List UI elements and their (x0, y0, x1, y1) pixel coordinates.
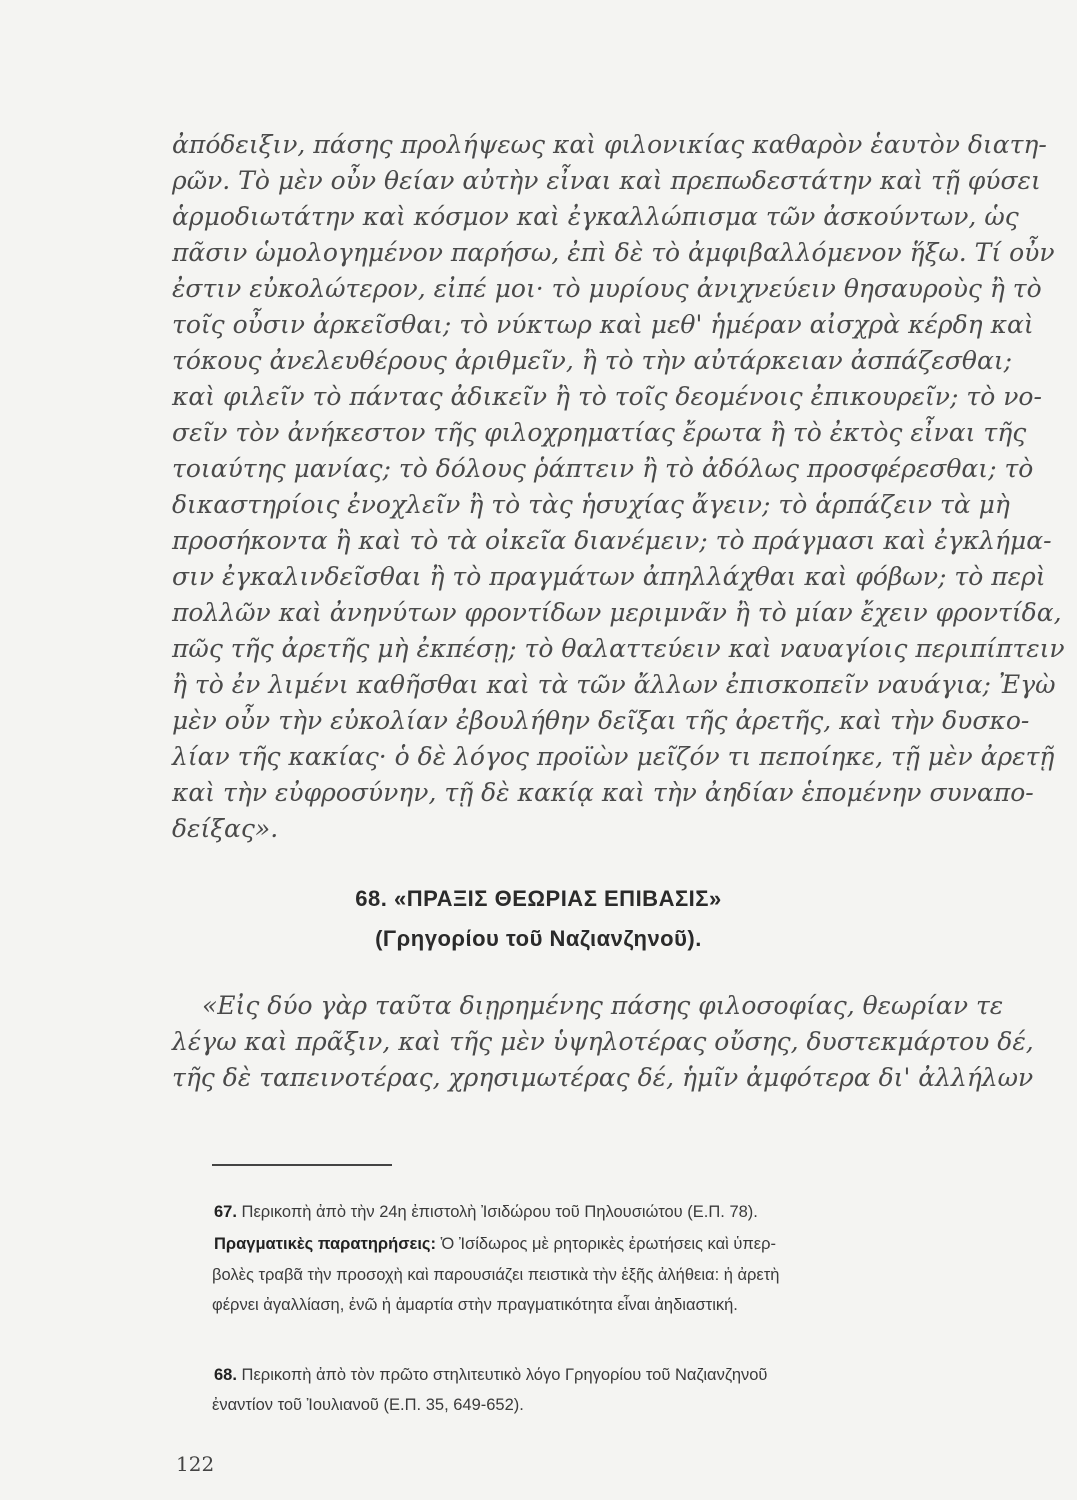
text-line: ἀπόδειξιν, πάσης προλήψεως καὶ φιλονικίας καθαρὸν ἑαυτὸν διατη- (172, 130, 1047, 159)
text-line: ρῶν. Τὸ μὲν οὖν θείαν αὐτὴν εἶναι καὶ πρεπωδεστάτην καὶ τῇ φύσει (172, 166, 1041, 195)
text-line: λίαν τῆς κακίας· ὁ δὲ λόγος προϊὼν μεῖζόν τι πεποίηκε, τῇ μὲν ἀρετῇ (172, 742, 1055, 771)
text-line: προσήκοντα ἢ καὶ τὸ τὰ οἰκεῖα διανέμειν; τὸ πράγμασι καὶ ἐγκλήμα- (172, 526, 1052, 555)
text-line: «Εἰς δύο γὰρ ταῦτα διῃρημένης πάσης φιλοσοφίας, θεωρίαν τε (202, 991, 1004, 1020)
footnote-number: 68. (214, 1366, 237, 1384)
footnote-text: Περικοπὴ ἀπὸ τὴν 24η ἐπιστολὴ Ἰσιδώρου τοῦ Πηλουσιώτου (Ε.Π. 78). (241, 1203, 758, 1221)
text-line: μὲν οὖν τὴν εὐκολίαν ἐβουλήθην δεῖξαι τῆς ἀρετῆς, καὶ τὴν δυσκο- (172, 706, 1030, 735)
footnote-68-line: ἐναντίον τοῦ Ἰουλιανοῦ (Ε.Π. 35, 649-652). (212, 1396, 524, 1414)
section-68-subtitle: (Γρηγορίου τοῦ Ναζιανζηνοῦ). (375, 926, 702, 951)
text-line: πᾶσιν ὡμολογημένον παρήσω, ἐπὶ δὲ τὸ ἀμφιβαλλόμενον ἥξω. Τί οὖν (172, 238, 1055, 267)
remarks-text: Ὁ Ἰσίδωρος μὲ ρητορικὲς ἐρωτήσεις καὶ ὑπερ- (440, 1235, 777, 1253)
text-line: τοῖς οὖσιν ἀρκεῖσθαι; τὸ νύκτωρ καὶ μεθ' ἡμέραν αἰσχρὰ κέρδη καὶ (172, 310, 1034, 339)
remarks-label: Πραγματικὲς παρατηρήσεις: (214, 1235, 437, 1253)
text-line: τῆς δὲ ταπεινοτέρας, χρησιμωτέρας δέ, ἡμῖν ἀμφότερα δι' ἀλλήλων (172, 1063, 1034, 1092)
text-line: σεῖν τὸν ἀνήκεστον τῆς φιλοχρηματίας ἔρωτα ἢ τὸ ἐκτὸς εἶναι τῆς (172, 418, 1027, 447)
text-line: καὶ τὴν εὐφροσύνην, τῇ δὲ κακίᾳ καὶ τὴν ἀηδίαν ἑπομένην συναπο- (172, 778, 1034, 807)
text-line: δικαστηρίοις ἐνοχλεῖν ἢ τὸ τὰς ἡσυχίας ἄγειν; τὸ ἁρπάζειν τὰ μὴ (172, 490, 1010, 519)
text-line: ἁρμοδιωτάτην καὶ κόσμον καὶ ἐγκαλλώπισμα τῶν ἀσκούντων, ὡς (172, 202, 1019, 231)
text-line: ἢ τὸ ἐν λιμένι καθῆσθαι καὶ τὰ τῶν ἄλλων ἐπισκοπεῖν ναυάγια; Ἐγὼ (172, 670, 1056, 699)
text-line: λέγω καὶ πρᾶξιν, καὶ τῆς μὲν ὑψηλοτέρας οὔσης, δυστεκμάρτου δέ, (172, 1027, 1034, 1056)
footnote-67-remarks (214, 1235, 1044, 1254)
text-line: πῶς τῆς ἀρετῆς μὴ ἐκπέσῃ; τὸ θαλαττεύειν καὶ ναυαγίοις περιπίπτειν (172, 634, 1065, 663)
text-line: καὶ φιλεῖν τὸ πάντας ἀδικεῖν ἢ τὸ τοῖς δεομένοις ἐπικουρεῖν; τὸ νο- (172, 382, 1042, 411)
text-line: τοιαύτης μανίας; τὸ δόλους ῥάπτειν ἢ τὸ ἀδόλως προσφέρεσθαι; τὸ (172, 454, 1034, 483)
footnote-text: Περικοπὴ ἀπὸ τὸν πρῶτο στηλιτευτικὸ λόγο Γρηγορίου τοῦ Ναζιανζηνοῦ (241, 1366, 768, 1384)
text-line: πολλῶν καὶ ἀνηνύτων φροντίδων μεριμνᾶν ἢ τὸ μίαν ἔχειν φροντίδα, (172, 598, 1062, 627)
page-number: 122 (176, 1452, 215, 1476)
footnote-number: 67. (214, 1203, 237, 1221)
footnote-67 (214, 1203, 1044, 1222)
text-line: ἐστιν εὐκολώτερον, εἰπέ μοι· τὸ μυρίους ἀνιχνεύειν θησαυροὺς ἢ τὸ (172, 274, 1042, 303)
footnote-67-remarks-line: βολὲς τραβᾶ τὴν προσοχὴ καὶ παρουσιάζει πειστικὰ τὴν ἑξῆς ἀλήθεια: ἡ ἀρετὴ (212, 1266, 780, 1284)
footnote-68 (214, 1366, 1044, 1385)
text-line: δείξας». (172, 814, 279, 843)
text-line: σιν ἐγκαλινδεῖσθαι ἢ τὸ πραγμάτων ἀπηλλάχθαι καὶ φόβων; τὸ περὶ (172, 562, 1046, 591)
section-68-title: 68. «ΠΡΑΞΙΣ ΘΕΩΡΙΑΣ ΕΠΙΒΑΣΙΣ» (355, 886, 722, 911)
footnote-67-remarks-line: φέρνει ἀγαλλίαση, ἐνῶ ἡ ἁμαρτία στὴν πραγματικότητα εἶναι ἀηδιαστική. (212, 1296, 738, 1314)
text-line: τόκους ἀνελευθέρους ἀριθμεῖν, ἢ τὸ τὴν αὐτάρκειαν ἀσπάζεσθαι; (172, 346, 1013, 375)
footnote-divider (212, 1164, 392, 1166)
